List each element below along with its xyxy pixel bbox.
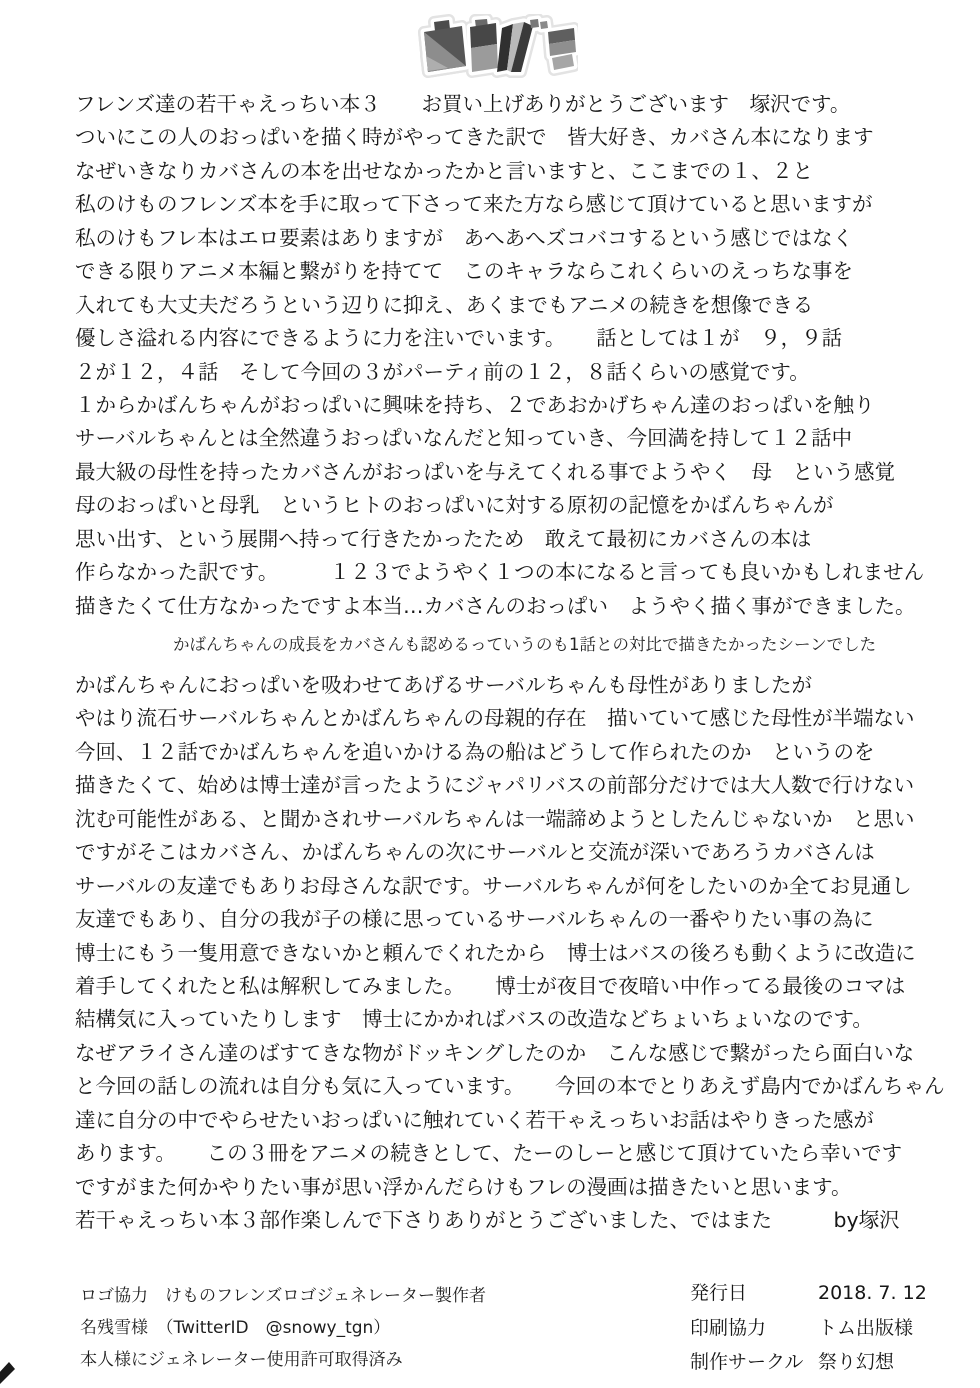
publication-row-circle xyxy=(690,1345,927,1380)
text-line: ですがそこはカバさん、かばんちゃんの次にサーバルと交流が深いであろうカバさんは xyxy=(75,840,875,865)
afterword-body-lines xyxy=(75,669,970,1237)
text-line: １からかばんちゃんがおっぱいに興味を持ち、２であおかげちゃん達のおっぱいを触り xyxy=(75,392,875,417)
text-line: 若干ゃえっちい本３部作楽しんで下さりありがとうございました、ではまた by塚沢 xyxy=(75,1208,900,1232)
text-line: できる限りアニメ本編と繋がりを持てて このキャラならこれくらいのえっちな事を xyxy=(75,259,853,284)
circle-label: 制作サークル xyxy=(690,1351,804,1374)
publication-info-block xyxy=(690,1276,927,1380)
afterword-note-line: かばんちゃんの成長をカバさんも認めるっていうのも1話との対比で描きたかったシーンでした xyxy=(173,635,877,654)
page-corner-mark xyxy=(0,1350,22,1384)
text-line: 私のけもフレ本はエロ要素はありますが あへあへズコバコするという感じではなく xyxy=(75,225,854,250)
text-line: やはり流石サーバルちゃんとかばんちゃんの母親的存在 描いていて感じた母性が半端ない xyxy=(75,706,915,731)
text-line: 友達でもあり、自分の我が子の様に思っているサーバルちゃんの一番やりたい事の為に xyxy=(75,907,874,932)
text-line: かばんちゃんにおっぱいを吸わせてあげるサーバルちゃんも母性がありましたが xyxy=(75,673,812,697)
text-line: 優しさ溢れる内容にできるように力を注いでいます。 話としては１が ９，９話 xyxy=(75,326,843,351)
text-line: と今回の話しの流れは自分も気に入っています。 今回の本でとりあえず島内でかばんちゃん xyxy=(75,1074,945,1099)
text-line: ついにこの人のおっぱいを描く時がやってきた訳で 皆大好き、カバさん本になります xyxy=(75,125,874,150)
text-line: 今回、１２話でかばんちゃんを追いかける為の船はどうして作られたのか というのを xyxy=(75,739,875,764)
publication-row-date xyxy=(690,1276,927,1311)
text-line: フレンズ達の若干ゃえっちい本３ お買い上げありがとうございます 塚沢です。 xyxy=(75,92,851,116)
logo-credit-block xyxy=(80,1281,486,1376)
text-line: ２が１２，４話 そして今回の３がパーティ前の１２，８話くらいの感覚です。 xyxy=(75,359,810,384)
text-line: ですがまた何かやりたい事が思い浮かんだらけもフレの漫画は描きたいと思います。 xyxy=(75,1174,852,1199)
text-line: 描きたくて、始めは博士達が言ったようにジャパリバスの前部分だけでは大人数で行けない xyxy=(75,773,915,798)
credit-line: ロゴ協力 けものフレンズロゴジェネレーター製作者 xyxy=(80,1286,487,1306)
text-line: 母のおっぱいと母乳 というヒトのおっぱいに対する原初の記憶をかばんちゃんが xyxy=(75,493,834,518)
credit-line: 名残雪様 （TwitterID @snowy_tgn） xyxy=(80,1317,391,1338)
circle-value: 祭り幻想 xyxy=(818,1351,895,1374)
text-line: なぜアライさん達のばすてきな物がドッキングしたのか こんな感じで繋がったら面白いな xyxy=(75,1040,915,1065)
publish-date-label: 発行日 xyxy=(690,1282,748,1304)
text-line: 博士にもう一隻用意できないかと頼んでくれたから 博士はバスの後ろも動くように改造に xyxy=(75,940,916,965)
text-line: 思い出す、という展開へ持って行きたかったため 敢えて最初にカバさんの本は xyxy=(75,526,812,551)
publication-row-printer xyxy=(690,1311,927,1346)
publish-date-value: 2018. 7. 12 xyxy=(818,1282,927,1304)
text-line: サーバルの友達でもありお母さんな訳です。サーバルちゃんが何をしたいのか全てお見通し xyxy=(75,873,912,898)
afterword-intro-lines xyxy=(75,88,970,623)
print-coop-label: 印刷協力 xyxy=(690,1316,767,1339)
text-line: 最大級の母性を持ったカバさんがおっぱいを与えてくれる事でようやく 母 という感覚 xyxy=(75,459,895,484)
text-line: 作らなかった訳です。 １２３でようやく１つの本になると言っても良いかもしれません xyxy=(75,560,925,585)
credit-line: 本人様にジェネレーター使用許可取得済み xyxy=(80,1349,403,1370)
text-line: なぜいきなりカバさんの本を出せなかったかと言いますと、ここまでの１、２と xyxy=(75,158,813,183)
atogaki-logo xyxy=(418,14,578,80)
print-coop-value: トム出版様 xyxy=(818,1316,914,1339)
text-line: あります。 この３冊をアニメの続きとして、たーのしーと感じて頂けていたら幸いです xyxy=(75,1141,903,1166)
text-line: 結構気に入っていたりします 博士にかかればバスの改造などちょいちょいなのです。 xyxy=(75,1007,873,1032)
text-line: 私のけものフレンズ本を手に取って下さって来た方なら感じて頂けていると思いますが xyxy=(75,192,873,217)
afterword-text xyxy=(75,88,970,1237)
text-line: 入れても大丈夫だろうという辺りに抑え、あくまでもアニメの続きを想像できる xyxy=(75,292,814,317)
atogaki-logo-svg xyxy=(418,14,578,80)
text-line: 描きたくて仕方なかったですよ本当…カバさんのおっぱい ようやく描く事ができました。 xyxy=(75,593,916,618)
text-line: 沈む可能性がある、と聞かされサーバルちゃんは一端諦めようとしたんじゃないか と思い xyxy=(75,806,915,831)
text-line: 着手してくれたと私は解釈してみました。 博士が夜目で夜暗い中作ってる最後のコマは xyxy=(75,973,906,998)
text-line: サーバルちゃんとは全然違うおっぱいなんだと知っていき、今回満を持して１２話中 xyxy=(75,426,853,451)
text-line: 達に自分の中でやらせたいおっぱいに触れていく若干ゃえっちいお話はやりきった感が xyxy=(75,1107,874,1132)
